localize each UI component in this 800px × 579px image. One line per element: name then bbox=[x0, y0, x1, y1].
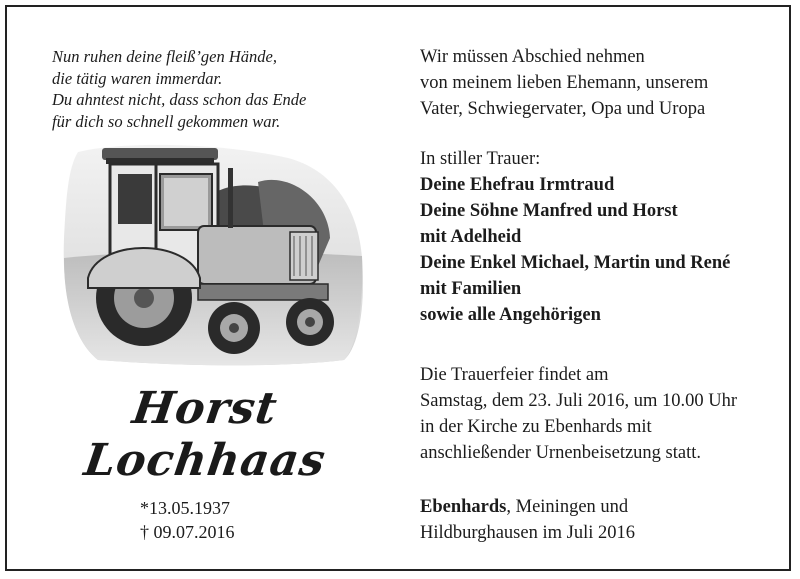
ceremony-line: in der Kirche zu Ebenhards mit bbox=[420, 417, 652, 437]
mourner-line: mit Adelheid bbox=[420, 227, 522, 247]
intro-line: Wir müssen Abschied nehmen bbox=[420, 47, 645, 67]
ceremony-line: anschließender Urnenbeisetzung statt. bbox=[420, 443, 701, 463]
mourner-line: mit Familien bbox=[420, 279, 522, 299]
intro-line: Vater, Schwiegervater, Opa und Uropa bbox=[420, 99, 706, 119]
poem bbox=[52, 46, 382, 132]
mourner-line: Deine Ehefrau Irmtraud bbox=[420, 175, 615, 195]
deceased-first-name: Horst bbox=[129, 383, 281, 434]
mourner-line: sowie alle Angehörigen bbox=[420, 305, 601, 325]
ceremony-info bbox=[420, 362, 790, 466]
mourner-line: Deine Söhne Manfred und Horst bbox=[420, 201, 678, 221]
poem-line: für dich so schnell gekommen war. bbox=[52, 111, 281, 131]
deceased-last-name: Lochhaas bbox=[81, 435, 330, 486]
poem-line: Du ahntest nicht, dass schon das Ende bbox=[52, 90, 307, 109]
place-line-2: Hildburghausen im Juli 2016 bbox=[420, 523, 635, 543]
place-and-date bbox=[420, 494, 790, 546]
announcement-intro bbox=[420, 44, 790, 122]
tractor-photo bbox=[58, 138, 366, 368]
poem-line: Nun ruhen deine fleiß’gen Hände, bbox=[52, 47, 277, 66]
place-line-1 bbox=[420, 494, 790, 520]
mourners-block bbox=[420, 146, 790, 328]
mourner-line: Deine Enkel Michael, Martin und René bbox=[420, 253, 731, 273]
place-bold: Ebenhards bbox=[420, 497, 507, 517]
mourners-heading: In stiller Trauer: bbox=[420, 149, 541, 169]
ceremony-line: Samstag, dem 23. Juli 2016, um 10.00 Uhr bbox=[420, 391, 738, 411]
life-dates bbox=[140, 496, 235, 544]
place-rest: , Meiningen und bbox=[506, 497, 629, 517]
intro-line: von meinem lieben Ehemann, unserem bbox=[420, 73, 709, 93]
birth-date: *13.05.1937 bbox=[140, 498, 230, 518]
poem-line: die tätig waren immerdar. bbox=[52, 68, 223, 88]
ceremony-line: Die Trauerfeier findet am bbox=[420, 365, 609, 385]
death-date: † 09.07.2016 bbox=[140, 522, 235, 542]
